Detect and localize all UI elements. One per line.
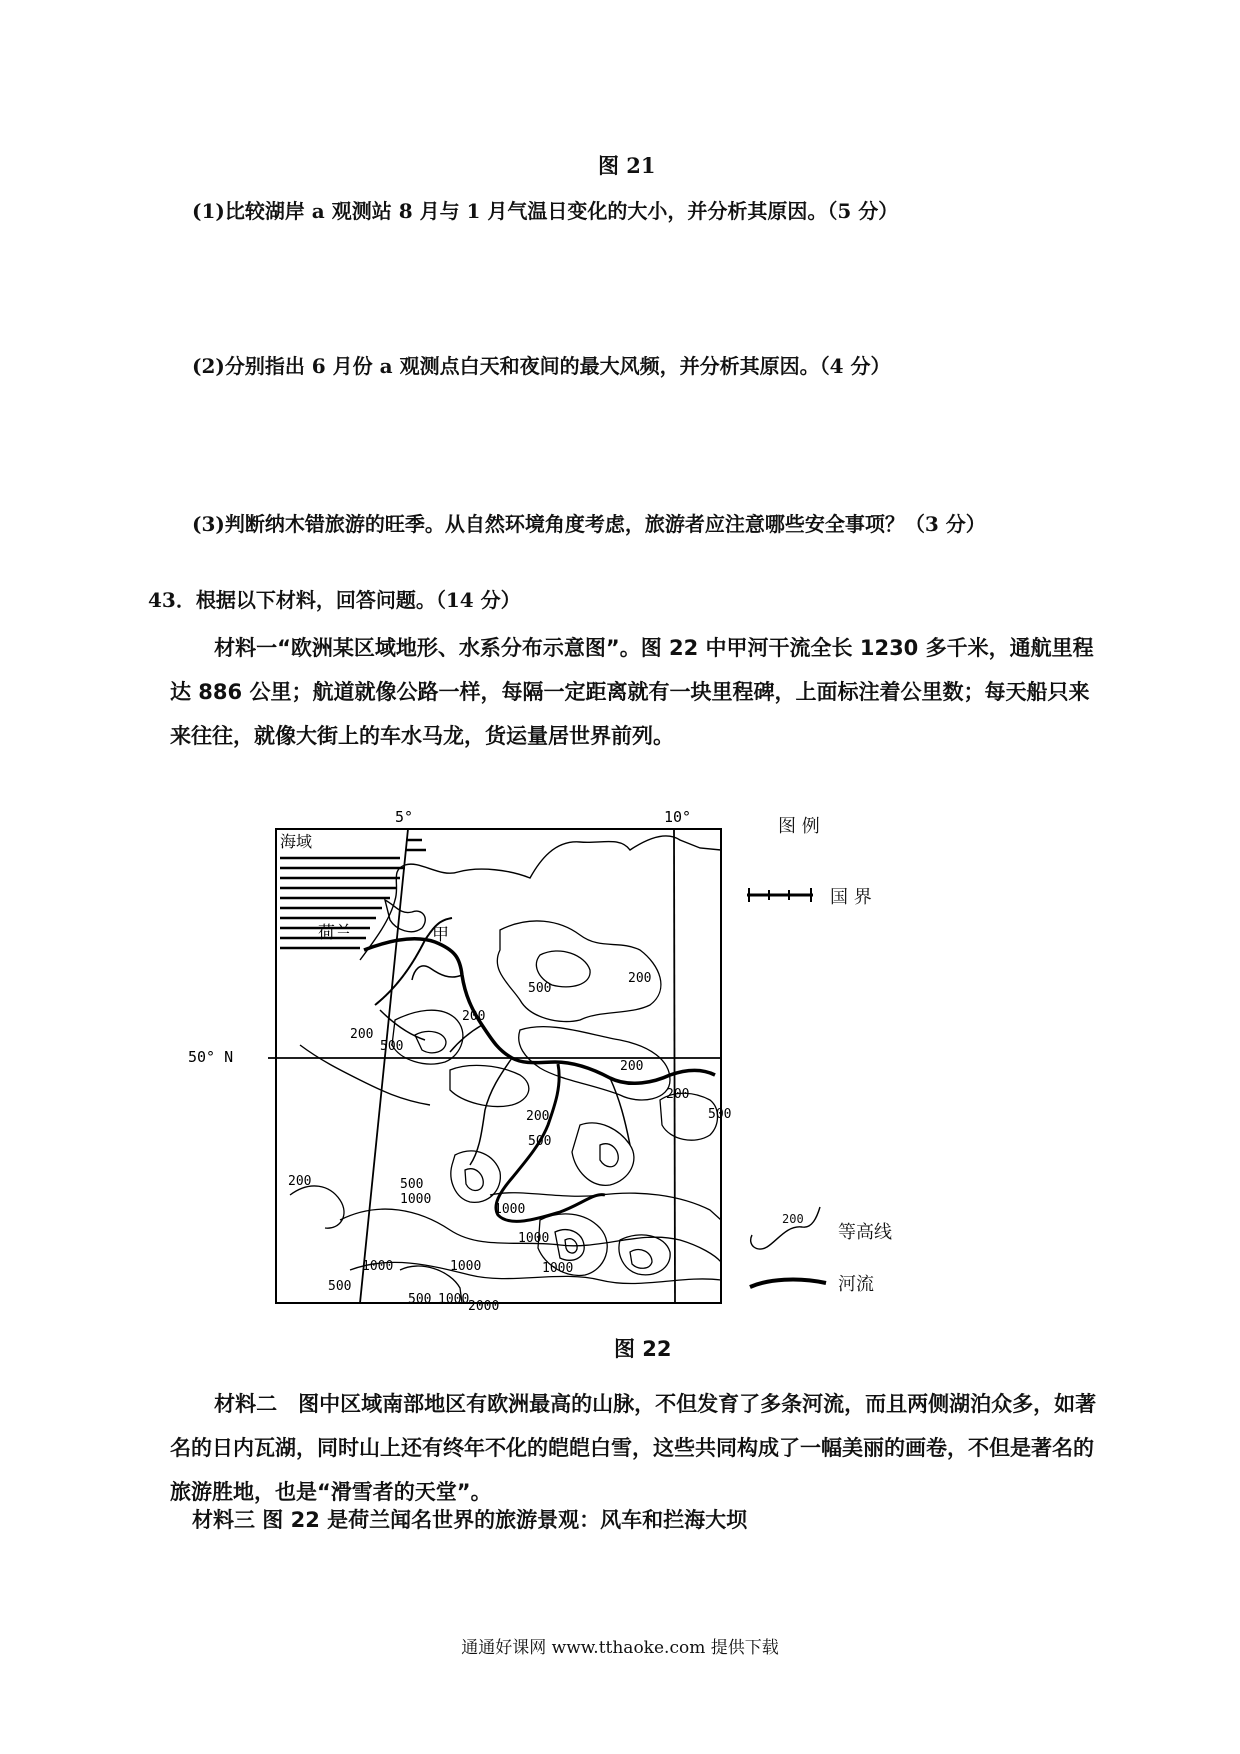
contour-label: 500 (400, 1177, 424, 1192)
contour-label: 1000 (450, 1259, 482, 1274)
contour-label: 200 (620, 1059, 644, 1074)
contour-label: 200 (350, 1027, 374, 1042)
contour-label: 200 (526, 1109, 550, 1124)
contour-label: 1000 (494, 1202, 526, 1217)
question-43-heading: 43．根据以下材料，回答问题。（14 分） (148, 588, 521, 612)
contour-label: 500 (528, 981, 552, 996)
contour-label: 500 (708, 1107, 732, 1122)
sea-label: 海域 (280, 832, 313, 851)
legend-contour-label: 等高线 (838, 1222, 892, 1243)
legend-border-label: 国 界 (830, 887, 872, 908)
contour-label: 200 (462, 1009, 486, 1024)
contour-label: 1000 (518, 1231, 550, 1246)
contour-label: 1000 (542, 1261, 574, 1276)
contour-label: 2000 (468, 1299, 500, 1314)
contour-label: 500 (380, 1039, 404, 1054)
legend-title: 图 例 (778, 816, 820, 837)
contour-label: 200 (628, 971, 652, 986)
page-footer: 通通好课网 www.tthaoke.com 提供下载 (461, 1638, 779, 1658)
material-3: 材料三 图 22 是荷兰闻名世界的旅游景观：风车和拦海大坝 (192, 1508, 748, 1532)
contour-label: 200 (288, 1174, 312, 1189)
latitude-50n-label: 50° N (188, 1048, 234, 1066)
river-jia-label: 甲 (432, 925, 449, 945)
question-3: (3)判断纳木错旅游的旺季。从自然环境角度考虑，旅游者应注意哪些安全事项？（3 分） (192, 512, 986, 536)
longitude-5-label: 5° (395, 808, 414, 826)
contour-label: 500 (408, 1292, 432, 1307)
figure-21-caption: 图 21 (598, 153, 656, 178)
contour-legend-value: 200 (782, 1212, 804, 1226)
question-2: (2)分别指出 6 月份 a 观测点白天和夜间的最大风频，并分析其原因。（4 分） (192, 354, 891, 378)
border-legend-symbol (745, 885, 815, 905)
contour-label: 1000 (438, 1292, 470, 1307)
contour-label: 1000 (362, 1259, 394, 1274)
legend-river-label: 河流 (838, 1274, 874, 1295)
contour-label: 500 (528, 1134, 552, 1149)
material-2: 材料二 图中区域南部地区有欧洲最高的山脉，不但发育了多条河流，而且两侧湖泊众多，如著名的日内瓦湖，同时山上还有终年不化的皑皑白雪，这些共同构成了一幅美丽的画卷，不但是著名的旅游胜地，也是“滑雪者的天堂”。 (170, 1392, 1097, 1504)
river-legend-symbol (748, 1273, 828, 1293)
material-1: 材料一“欧洲某区域地形、水系分布示意图”。图 22 中甲河干流全长 1230 多千米，通航里程达 886 公里；航道就像公路一样，每隔一定距离就有一块里程碑，上面标注着公里数；每天船只来来往往，就像大街上的车水马龙，货运量居世界前列。 (170, 636, 1094, 748)
netherlands-label: 荷兰 (318, 923, 352, 943)
question-1: (1)比较湖岸 a 观测站 8 月与 1 月气温日变化的大小，并分析其原因。（5 分） (192, 199, 899, 223)
contour-label: 500 (328, 1279, 352, 1294)
contour-label: 1000 (400, 1192, 432, 1207)
europe-region-map (188, 800, 760, 1320)
contour-label: 200 (666, 1087, 690, 1102)
longitude-10-label: 10° (664, 808, 692, 826)
figure-22-caption: 图 22 (614, 1337, 672, 1361)
